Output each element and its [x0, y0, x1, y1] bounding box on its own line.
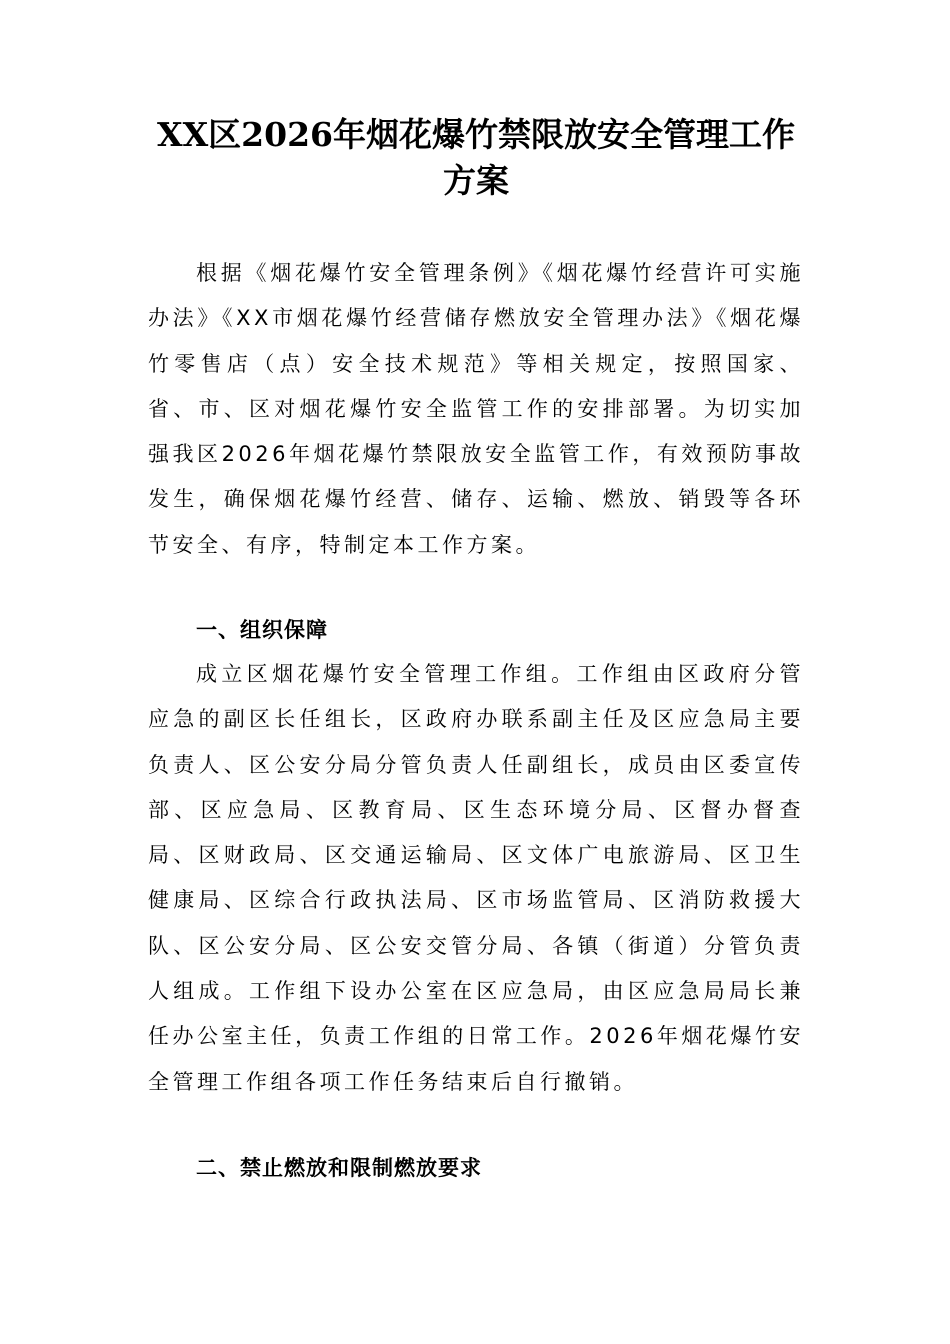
document-title: XX区2026年烟花爆竹禁限放安全管理工作方案 — [156, 115, 796, 200]
section-heading-restrictions: 二、禁止燃放和限制燃放要求 — [196, 1156, 482, 1180]
section-heading-organization: 一、组织保障 — [196, 618, 328, 642]
intro-paragraph: 根据《烟花爆竹安全管理条例》《烟花爆竹经营许可实施办法》《XX市烟花爆竹经营储存燃放安全管理办法》《烟花爆竹零售店（点）安全技术规范》等相关规定，按照国家、省、市、区对烟花爆竹安全监管工作的安排部署。为切实加强我区2026年烟花爆竹禁限放安全监管工作，有效预防事故发生，确保烟花爆竹经营、储存、运输、燃放、销毁等各环节安全、有序，特制定本工作方案。 — [148, 261, 804, 557]
section-body-organization: 成立区烟花爆竹安全管理工作组。工作组由区政府分管应急的副区长任组长，区政府办联系副主任及区应急局主要负责人、区公安分局分管负责人任副组长，成员由区委宣传部、区应急局、区教育局、区生态环境分局、区督办督查局、区财政局、区交通运输局、区文体广电旅游局、区卫生健康局、区综合行政执法局、区市场监管局、区消防救援大队、区公安分局、区公安交管分局、各镇（街道）分管负责人组成。工作组下设办公室在区应急局，由区应急局局长兼任办公室主任，负责工作组的日常工作。2026年烟花爆竹安全管理工作组各项工作任务结束后自行撤销。 — [148, 662, 804, 1094]
